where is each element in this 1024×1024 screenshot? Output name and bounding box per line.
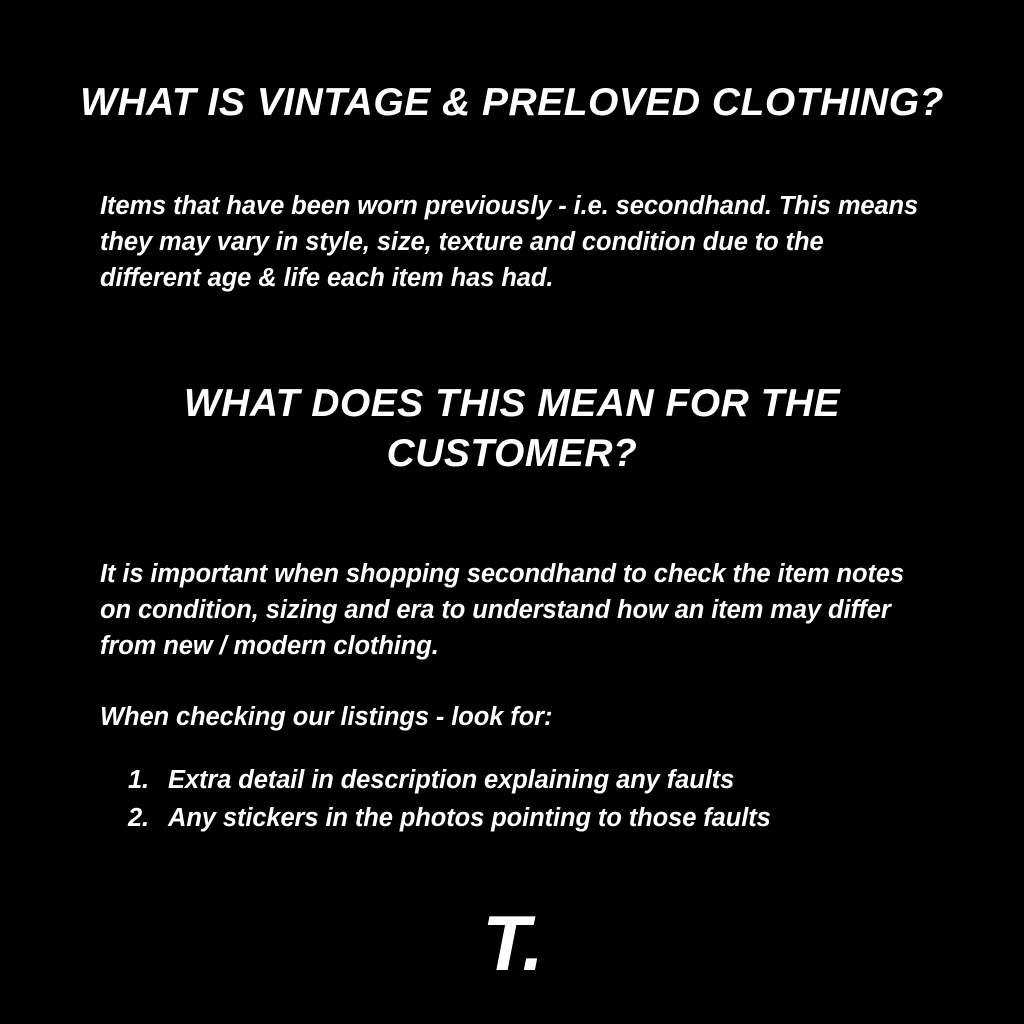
brand-logo xyxy=(0,899,1024,987)
logo-icon: T. xyxy=(482,899,542,987)
listings-prompt: When checking our listings - look for: xyxy=(100,702,553,731)
list-item: 2. Any stickers in the photos pointing to those faults xyxy=(156,799,952,837)
section-heading-customer: WHAT DOES THIS MEAN FOR THE CUSTOMER? xyxy=(183,381,841,476)
customer-paragraph: It is important when shopping secondhand to check the item notes on condition, sizing and era to understand how an item may differ from new / modern clothing. xyxy=(100,560,905,661)
intro-paragraph: Items that have been worn previously - i.e. secondhand. This means they may vary in style, size, texture and condition due to the different age & life each item has had. xyxy=(100,192,919,293)
page-title: WHAT IS VINTAGE & PRELOVED CLOTHING? xyxy=(80,81,944,124)
list-item: 1. Extra detail in description explaining any faults xyxy=(156,761,952,799)
checklist xyxy=(72,761,952,838)
